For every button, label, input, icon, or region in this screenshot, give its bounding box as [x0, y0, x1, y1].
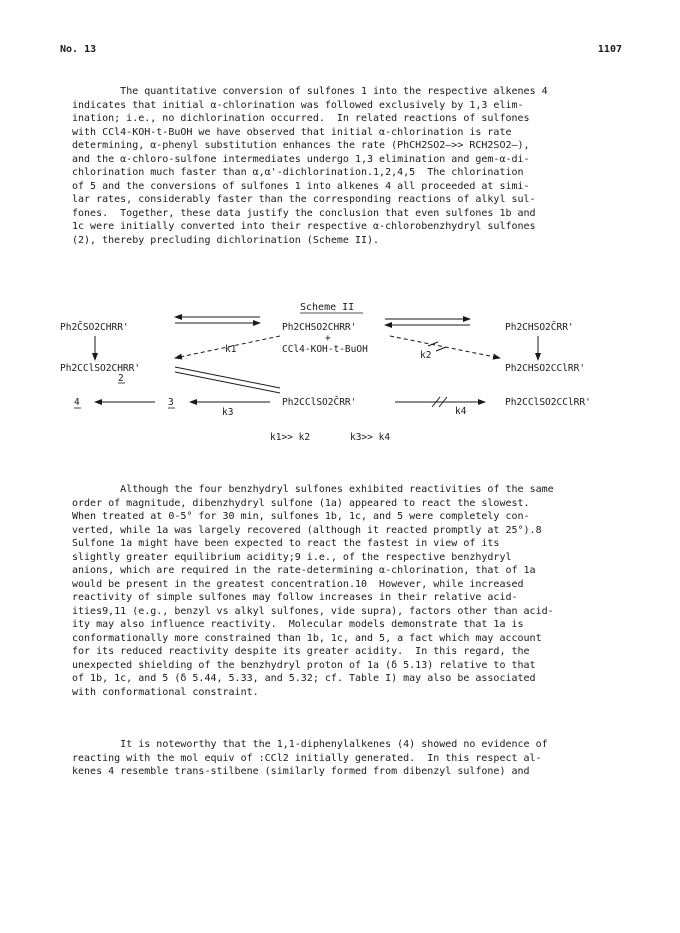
rate-relation-k1-k2: k1>> k2 — [270, 432, 311, 443]
compound-2-number: 2 — [118, 373, 124, 384]
k2-label: k2 — [420, 350, 432, 361]
body-paragraph-1: The quantitative conversion of sulfones 1 into the respective alkenes 4 indicates that initial α-chlorination was followed exclusively by 1,3 elim- ination; i.e., no dichlorination occurred. In related reactions of sulfones with CCl4-KOH-t-BuOH we have observed that initial α-chlorination is rate determining, α-phenyl substitution enhances the rate (PhCH2SO2—>> RCH2SO2—), and the α-chloro-sulfone intermediates undergo 1,3 elimination and gem-α-di- chlorination much faster than α,α'-dichlorination.1,2,4,5 The chlorination of 5 and the conversions of sulfones 1 into alkenes 4 all proceeded at simi- lar rates, considerably faster than the corresponding reactions of alkyl sul- fones. Together, these data justify the conclusion that even sulfones 1b and 1c were initially converted into their respective α-chlorobenzhydryl sulfones (2), thereby precluding dichlorination (Scheme II). — [72, 86, 548, 246]
scheme-title: Scheme II — [300, 302, 355, 313]
compound-3-number: 3 — [168, 397, 174, 408]
right-chloro-sulfone: Ph2CHSO2CClRR' — [505, 363, 586, 374]
page-number: 1107 — [597, 44, 622, 55]
anion-left: Ph2C̄SO2CHRR' — [60, 322, 129, 333]
body-paragraph-2: Although the four benzhydryl sulfones exhibited reactivities of the same order of magnitude, dibenzhydryl sulfone (1a) appeared to react the slowest. When treated at 0-5° for 30 min, sulfones 1b, 1c, and 5 were completely con- verted, while 1a was largely recovered (although it reacted promptly at 25°).8 Sulfone 1a might have been expected to react the fastest in view of its slightly greater equilibrium acidity;9 i.e., of the respective benzhydryl anions, which are required in the rate-determining α-chlorination, that of 1a would be present in the greatest concentration.10 However, while increased reactivity of simple sulfones may follow increases in their relative acid- ities9,11 (e.g., benzyl vs alkyl sulfones, vide supra), factors other than acid- ity may also influence reactivity. Molecular models demonstrate that 1a is conformationally more constrained than 1b, 1c, and 5, a fact which may account for its reduced reactivity despite its greater acidity. In this regard, the unexpected shielding of the benzhydryl proton of 1a (δ 5.13) relative to that of 1b, 1c, and 5 (δ 5.44, 5.33, and 5.32; cf. Table I) may also be associated with conformational constraint. — [72, 484, 554, 698]
reagent: CCl4-KOH-t-BuOH — [282, 344, 368, 355]
anion-right: Ph2CHSO2C̄RR' — [505, 322, 574, 333]
scheme-diagram — [60, 300, 620, 450]
center-sulfone: Ph2CHSO2CHRR' — [282, 322, 357, 333]
alkene-4-number: 4 — [74, 397, 80, 408]
dichloro-sulfone: Ph2CClSO2CClRR' — [505, 397, 591, 408]
chloro-anion: Ph2CClSO2C̄RR' — [282, 397, 357, 408]
k4-label: k4 — [455, 406, 467, 417]
reagent-plus: + — [325, 333, 331, 344]
reaction-scheme — [60, 300, 620, 450]
k1-label: k1 — [225, 344, 237, 355]
body-paragraph-3: It is noteworthy that the 1,1-diphenylalkenes (4) showed no evidence of reacting with the mol equiv of :CCl2 initially generated. In this respect al- kenes 4 resemble trans-stilbene (similarly formed from dibenzyl sulfone) and — [72, 739, 548, 777]
rate-relation-k3-k4: k3>> k4 — [350, 432, 391, 443]
k3-label: k3 — [222, 407, 234, 418]
compound-2-formula: Ph2CClSO2CHRR' — [60, 363, 141, 374]
journal-issue-number: No. 13 — [60, 44, 97, 55]
